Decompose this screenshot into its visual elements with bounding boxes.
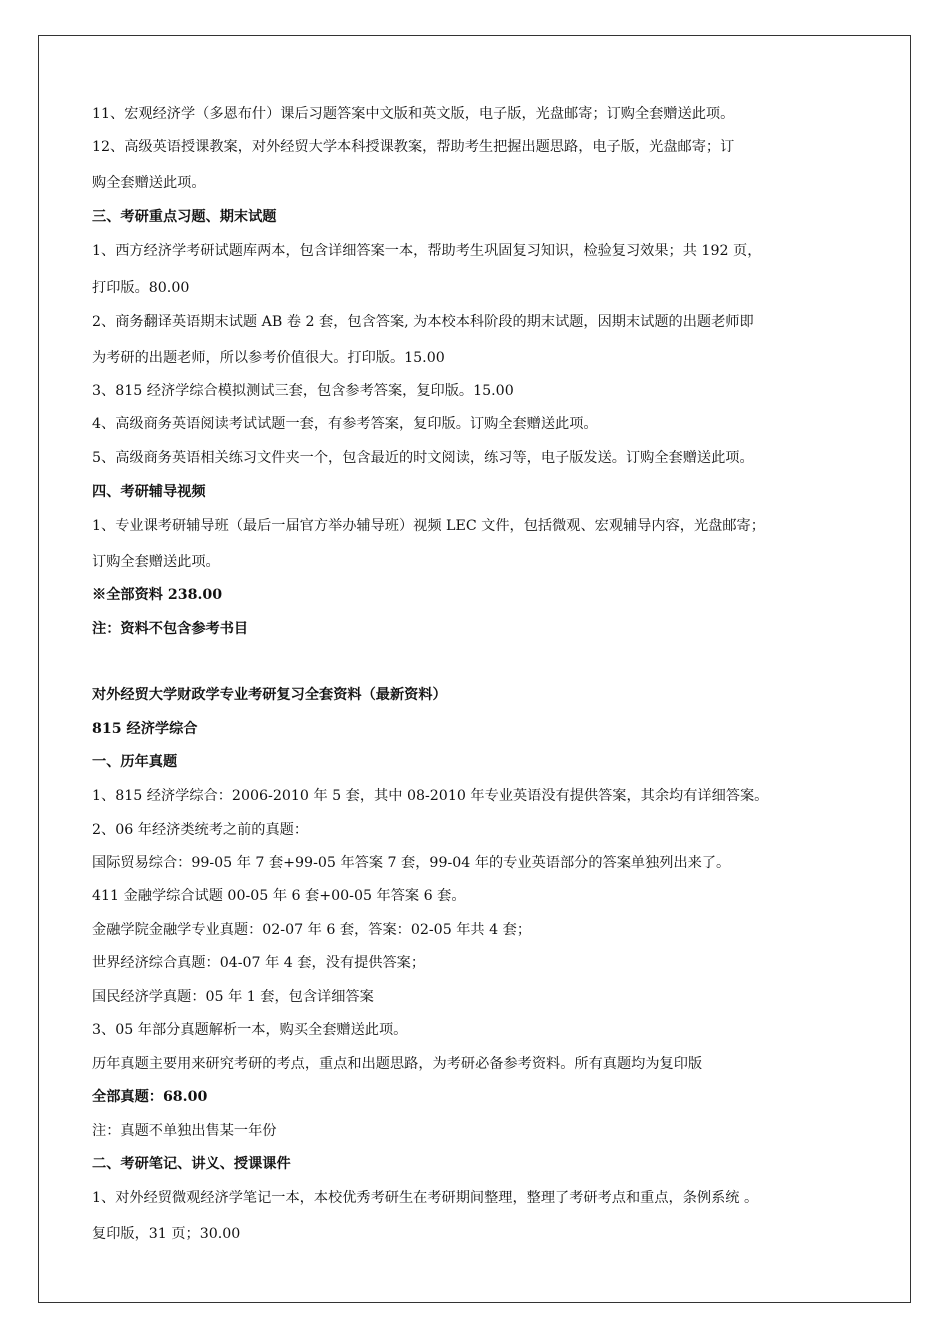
note-line: 注：真题不单独出售某一年份 [92,1123,277,1139]
section-heading: 一、历年真题 [92,754,178,770]
text-line: 1、西方经济学考研试题库两本，包含详细答案一本，帮助考生巩固复习知识，检验复习效果；共 192 页， [92,243,762,259]
total-price-line: 全部真题：68.00 [92,1089,208,1105]
text-line: 金融学院金融学专业真题：02-07 年 6 套，答案：02-05 年共 4 套； [92,922,532,938]
note-line: 注：资料不包含参考书目 [92,621,249,637]
text-line: 复印版，31 页；30.00 [92,1226,241,1242]
text-line: 411 金融学综合试题 00-05 年 6 套+00-05 年答案 6 套。 [92,888,466,904]
text-line: 购全套赠送此项。 [92,175,206,191]
text-line: 2、06 年经济类统考之前的真题： [92,822,309,838]
section-heading: 四、考研辅导视频 [92,484,206,500]
text-line: 1、对外经贸微观经济学笔记一本，本校优秀考研生在考研期间整理，整理了考研考点和重点，条例系统 。 [92,1190,759,1206]
text-line: 3、815 经济学综合模拟测试三套，包含参考答案，复印版。15.00 [92,383,514,399]
text-line: 4、高级商务英语阅读考试试题一套，有参考答案，复印版。订购全套赠送此项。 [92,416,598,432]
total-price-line: ※全部资料 238.00 [92,587,223,603]
text-line: 为考研的出题老师，所以参考价值很大。打印版。15.00 [92,350,445,366]
subject-heading: 815 经济学综合 [92,721,198,737]
text-line: 订购全套赠送此项。 [92,554,220,570]
document-title: 对外经贸大学财政学专业考研复习全套资料（最新资料） [92,687,447,703]
text-line: 3、05 年部分真题解析一本，购买全套赠送此项。 [92,1022,408,1038]
text-line: 历年真题主要用来研究考研的考点，重点和出题思路，为考研必备参考资料。所有真题均为复印版 [92,1056,703,1072]
text-line: 1、专业课考研辅导班（最后一届官方举办辅导班）视频 LEC 文件，包括微观、宏观辅导内容，光盘邮寄； [92,518,765,534]
text-line: 12、高级英语授课教案，对外经贸大学本科授课教案，帮助考生把握出题思路，电子版，光盘邮寄；订 [92,139,735,155]
text-line: 世界经济综合真题：04-07 年 4 套，没有提供答案； [92,955,426,971]
section-heading: 二、考研笔记、讲义、授课课件 [92,1156,291,1172]
page-frame [38,35,911,1303]
text-line: 国民经济学真题：05 年 1 套，包含详细答案 [92,989,374,1005]
text-line: 国际贸易综合：99-05 年 7 套+99-05 年答案 7 套，99-04 年的专业英语部分的答案单独列出来了。 [92,855,731,871]
section-heading: 三、考研重点习题、期末试题 [92,209,277,225]
text-line: 5、高级商务英语相关练习文件夹一个，包含最近的时文阅读，练习等，电子版发送。订购全套赠送此项。 [92,450,754,466]
text-line: 1、815 经济学综合：2006-2010 年 5 套，其中 08-2010 年专业英语没有提供答案，其余均有详细答案。 [92,788,769,804]
text-line: 打印版。80.00 [92,280,190,296]
text-line: 2、商务翻译英语期末试题 AB 卷 2 套，包含答案, 为本校本科阶段的期末试题，因期末试题的出题老师即 [92,314,754,330]
text-line: 11、宏观经济学（多恩布什）课后习题答案中文版和英文版，电子版，光盘邮寄；订购全套赠送此项。 [92,106,735,122]
